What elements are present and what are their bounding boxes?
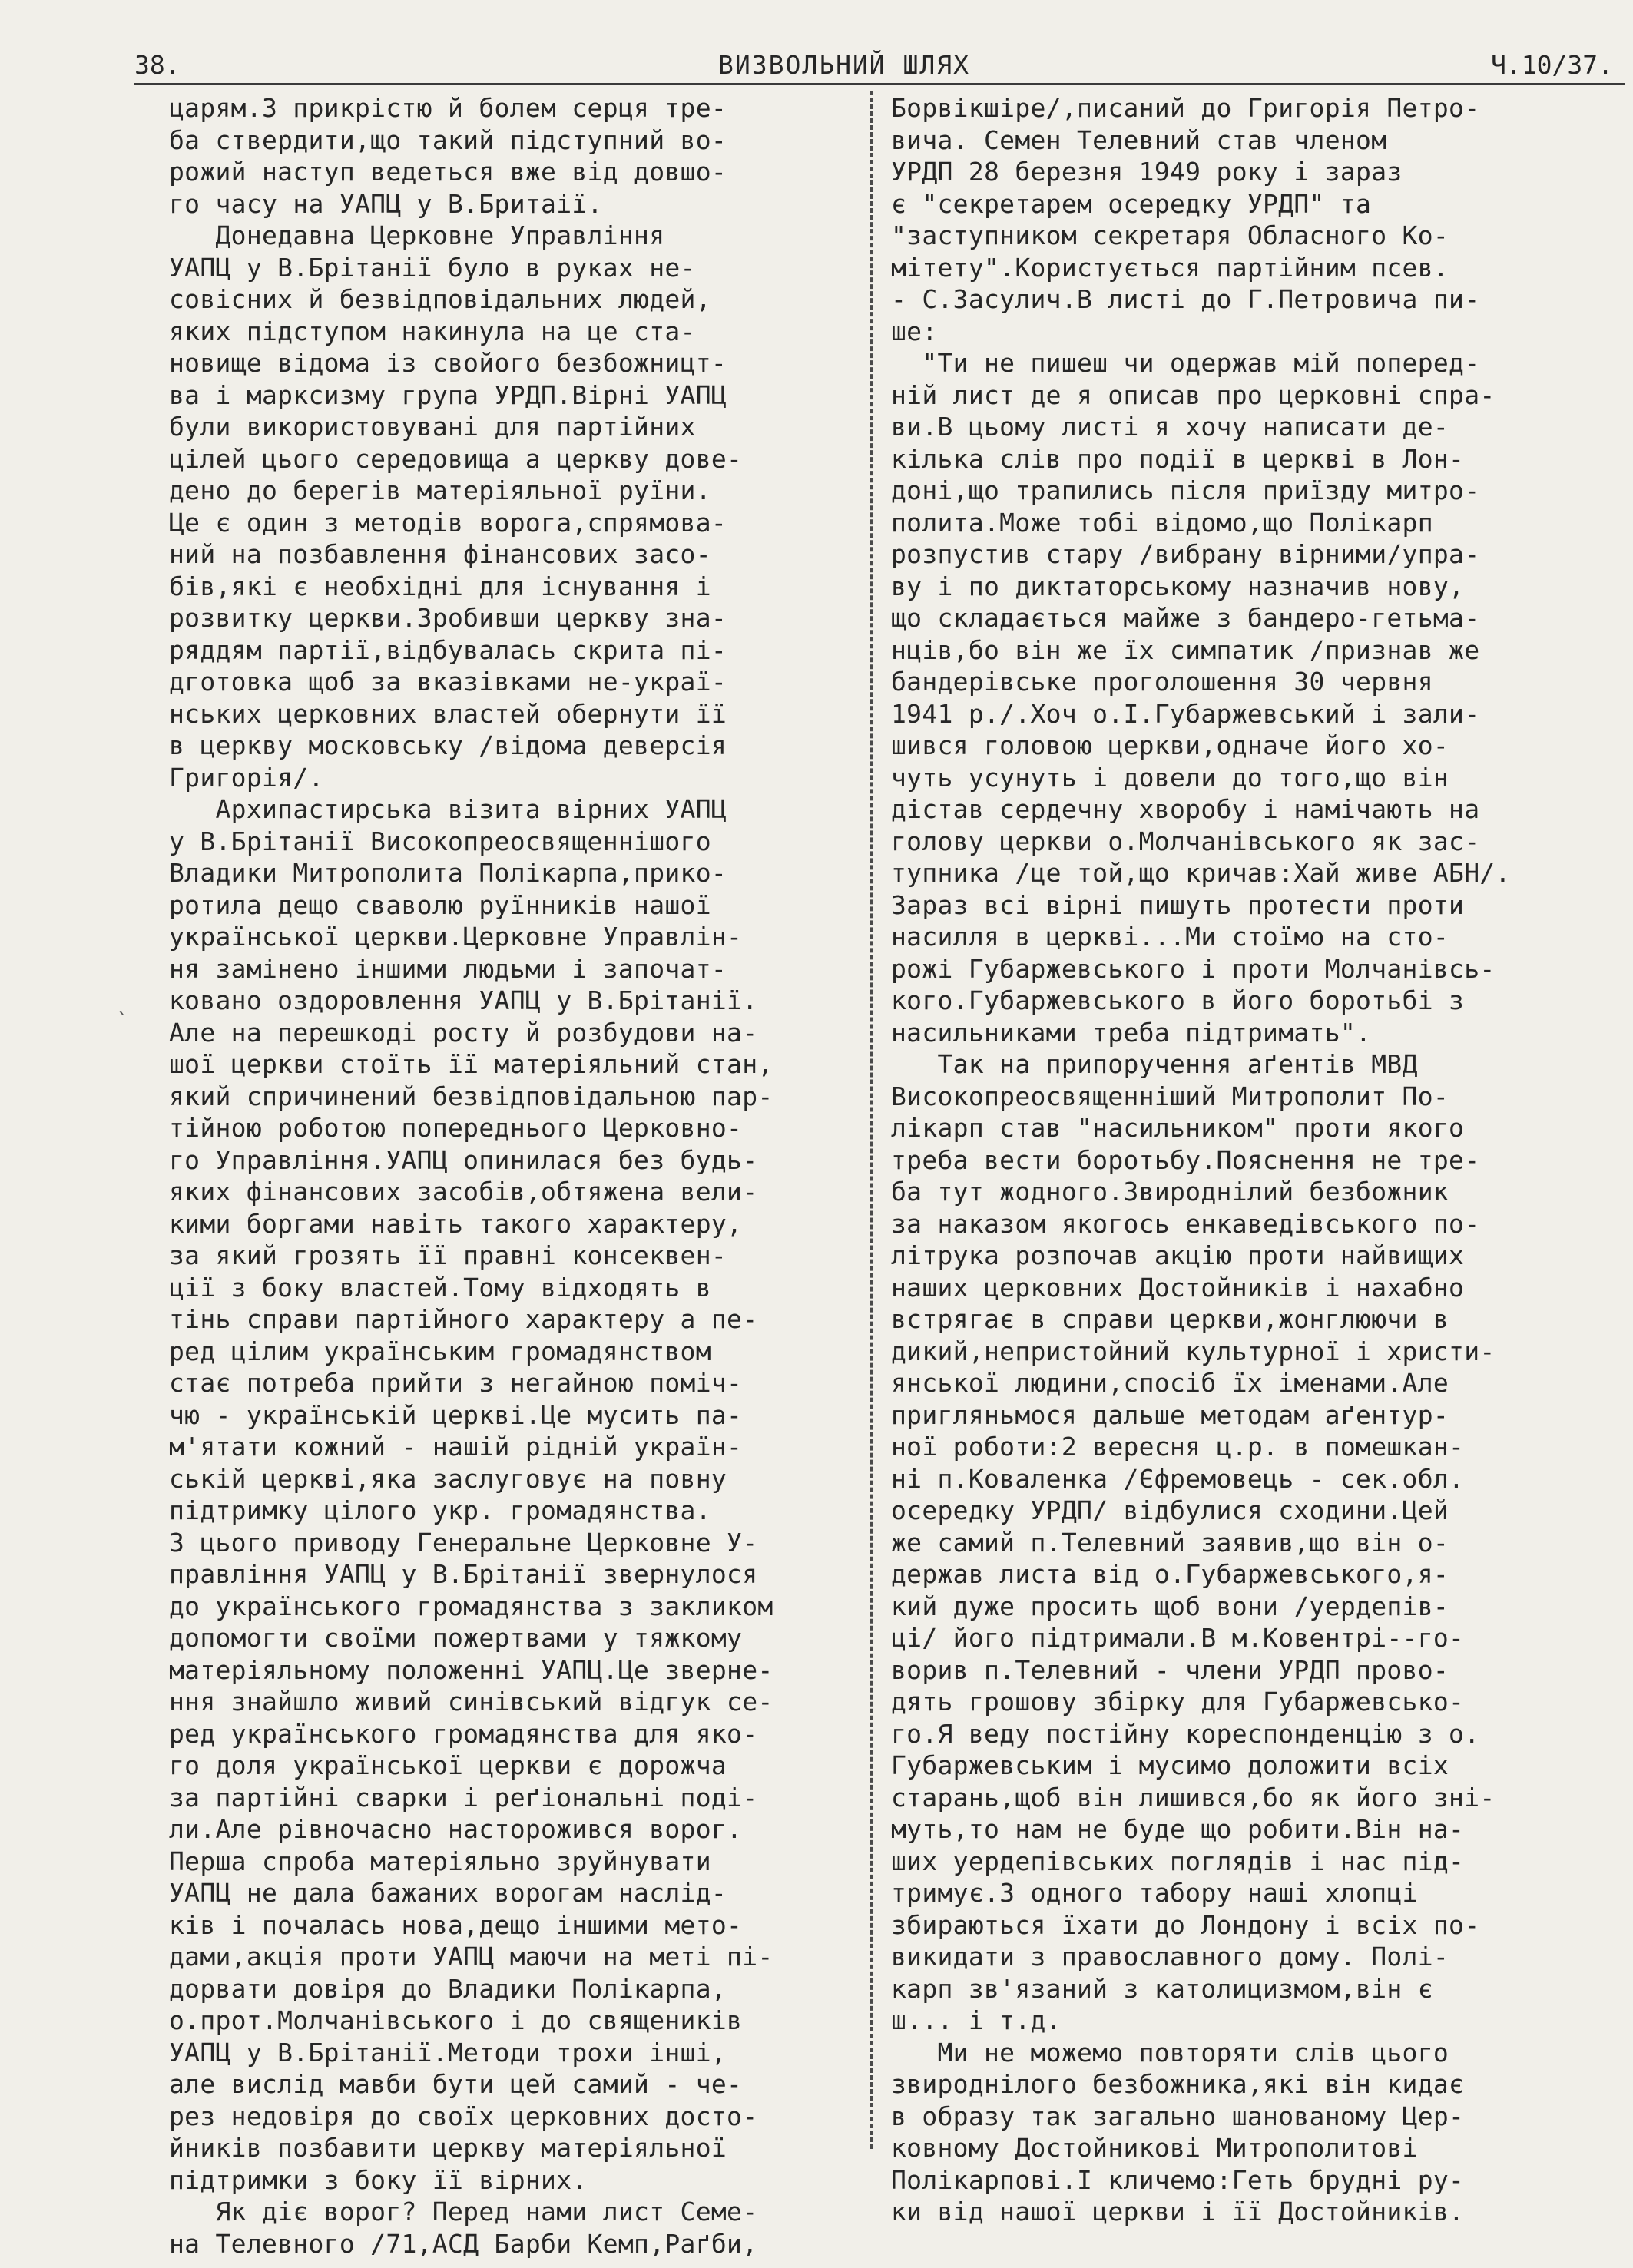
text-line: за партійні сварки і реґіональні поді-: [169, 1782, 758, 1813]
text-line: ли.Але рівночасно насторожився ворог.: [169, 1814, 743, 1844]
text-line: Полікарпові.І кличемо:Геть брудні ру-: [891, 2164, 1465, 2195]
text-line: кими боргами навіть такого характеру,: [169, 1208, 743, 1239]
text-line: доні,що трапились після приїзду митро-: [891, 475, 1480, 505]
right-column: [891, 92, 1617, 2228]
header-rule: [134, 83, 1625, 85]
text-line: тінь справи партійного характеру а пе-: [169, 1304, 758, 1334]
text-line: ш... і т.д.: [891, 2005, 1062, 2035]
text-line: УРДП 28 березня 1949 року і зараз: [891, 157, 1403, 187]
text-line: о.прот.Молчанівського і до священиків: [169, 2005, 743, 2035]
text-line: треба вести боротьбу.Пояснення не тре-: [891, 1144, 1480, 1175]
text-line: ння знайшло живий синівський відгук се-: [169, 1687, 773, 1717]
text-line: Так на припоручення аґентів МВД: [891, 1049, 1418, 1079]
text-line: підтримки з боку її вірних.: [169, 2164, 588, 2195]
text-line: Як діє ворог? Перед нами лист Семе-: [169, 2197, 758, 2227]
text-line: кілька слів про події в церкві в Лон-: [891, 443, 1465, 474]
text-line: карп зв'язаний з католицизмом,він є: [891, 1973, 1433, 2004]
text-line: за який грозять її правні консеквен-: [169, 1240, 727, 1270]
text-line: "заступником секретаря Обласного Ко-: [891, 220, 1449, 250]
text-line: йників позбавити церкву матеріяльної: [169, 2133, 727, 2163]
text-line: насильниками треба підтримать".: [891, 1017, 1372, 1048]
text-line: янської людини,спосіб їх іменами.Але: [891, 1368, 1449, 1398]
text-line: ряддям партії,відбувалась скрита пі-: [169, 634, 727, 665]
text-line: рожий наступ ведеться вже від довшо-: [169, 157, 727, 187]
text-line: до українського громадянства з закликом: [169, 1591, 773, 1621]
text-line: ворив п.Телевний - члени УРДП прово-: [891, 1654, 1449, 1685]
text-line: бандерівське проголошення 30 червня: [891, 667, 1433, 697]
text-line: дорвати довіря до Владики Полікарпа,: [169, 1973, 727, 2004]
text-line: м'ятати кожний - нашій рідній україн-: [169, 1432, 743, 1462]
text-line: ної роботи:2 вересня ц.р. в помешкан-: [891, 1432, 1465, 1462]
text-line: нських церковних властей обернути її: [169, 698, 727, 729]
text-line: в церкву московську /відома деверсія: [169, 730, 727, 760]
text-line: були використовувані для партійних: [169, 412, 696, 442]
text-line: цілей цього середовища а церкву дове-: [169, 443, 743, 474]
text-line: чю - українській церкві.Це мусить па-: [169, 1399, 743, 1430]
text-line: рожі Губаржевського і проти Молчанівсь-: [891, 953, 1496, 984]
text-line: встрягає в справи церкви,жонглюючи в: [891, 1304, 1449, 1334]
text-line: шої церкви стоїть її матеріяльний стан,: [169, 1049, 773, 1079]
text-line: української церкви.Церковне Управлін-: [169, 922, 743, 952]
text-line: совісних й безвідповідальних людей,: [169, 284, 711, 314]
text-line: є "секретарем осередку УРДП" та: [891, 188, 1372, 219]
text-line: ших уердепівських поглядів і нас під-: [891, 1846, 1465, 1876]
text-line: ний на позбавлення фінансових засо-: [169, 539, 711, 569]
text-line: ні п.Коваленка /Єфремовець - сек.обл.: [891, 1463, 1465, 1494]
text-line: тримує.З одного табору наші хлопці: [891, 1878, 1418, 1908]
text-line: ва і марксизму група УРДП.Вірні УАПЦ: [169, 379, 727, 410]
text-line: го Управління.УАПЦ опинилася без будь-: [169, 1144, 758, 1175]
text-line: яких фінансових засобів,обтяжена вели-: [169, 1177, 758, 1207]
text-line: звироднілого безбожника,які він кидає: [891, 2069, 1465, 2099]
text-line: ській церкві,яка заслуговує на повну: [169, 1463, 727, 1494]
text-line: же самий п.Телевний заявив,що він о-: [891, 1527, 1449, 1558]
text-line: муть,то нам не буде що робити.Він на-: [891, 1814, 1465, 1844]
text-line: який спричинений безвідповідальною пар-: [169, 1081, 773, 1111]
text-line: ви.В цьому листі я хочу написати де-: [891, 412, 1449, 442]
text-line: розпустив стару /вибрану вірними/упра-: [891, 539, 1480, 569]
text-line: яких підступом накинула на це ста-: [169, 316, 696, 346]
text-line: наших церковних Достойників і нахабно: [891, 1272, 1465, 1303]
text-line: Григорія/.: [169, 762, 324, 793]
text-line: підтримку цілого укр. громадянства.: [169, 1495, 711, 1525]
text-line: новище відома із свойого безбожницт-: [169, 348, 727, 378]
text-line: насилля в церкві...Ми стоїмо на сто-: [891, 922, 1449, 952]
text-line: голову церкви о.Молчанівського як зас-: [891, 826, 1480, 856]
text-line: тупника /це той,що кричав:Хай живе АБН/.: [891, 858, 1511, 888]
text-line: царям.З прикрістю й болем серця тре-: [169, 93, 727, 123]
text-line: вича. Семен Телевний став членом: [891, 124, 1387, 155]
text-line: пригляньмося дальше методам аґентур-: [891, 1399, 1449, 1430]
text-line: у В.Брітанії Високопреосвященнішого: [169, 826, 711, 856]
text-line: го доля української церкви є дорожча: [169, 1750, 727, 1780]
text-line: ротила дещо сваволю руїнників нашої: [169, 889, 711, 920]
text-line: що складається майже з бандеро-гетьма-: [891, 603, 1480, 633]
left-column: [169, 92, 860, 2260]
text-line: го.Я веду постійну кореспонденцію з о.: [891, 1718, 1480, 1749]
page-number: 38.: [134, 50, 181, 80]
text-line: осередку УРДП/ відбулися сходини.Цей: [891, 1495, 1449, 1525]
text-line: дами,акція проти УАПЦ маючи на меті пі-: [169, 1942, 773, 1972]
text-line: старань,щоб він лишився,бо як його зні-: [891, 1782, 1496, 1813]
text-line: рез недовіря до своїх церковних досто-: [169, 2101, 758, 2131]
text-line: го часу на УАПЦ у В.Бритаії.: [169, 188, 603, 219]
publication-title: ВИЗВОЛЬНИЙ ШЛЯХ: [718, 50, 971, 80]
text-line: дено до берегів матеріяльної руїни.: [169, 475, 711, 505]
text-line: ред цілим українським громадянством: [169, 1336, 711, 1366]
text-line: ній лист де я описав про церковні спра-: [891, 379, 1496, 410]
text-line: УАПЦ у В.Брітанії.Методи трохи інші,: [169, 2037, 727, 2068]
text-line: ба ствердити,що такий підступний во-: [169, 124, 727, 155]
text-line: Але на перешкоді росту й розбудови на-: [169, 1017, 758, 1048]
text-line: але вислід мавби бути цей самий - че-: [169, 2069, 743, 2099]
text-line: Зараз всі вірні пишуть протести проти: [891, 889, 1465, 920]
text-line: дять грошову збірку для Губаржевсько-: [891, 1687, 1465, 1717]
text-line: ред українського громадянства для яко-: [169, 1718, 758, 1749]
text-line: на Телевного /71,АСД Барби Кемп,Раґби,: [169, 2228, 758, 2259]
column-divider: [870, 91, 873, 2149]
text-line: ше:: [891, 316, 938, 346]
margin-mark: `: [117, 1010, 129, 1033]
text-line: бів,які є необхідні для існування і: [169, 571, 711, 601]
text-line: Губаржевським і мусимо доложити всіх: [891, 1750, 1449, 1780]
text-line: УАПЦ не дала бажаних ворогам наслід-: [169, 1878, 727, 1908]
text-line: Владики Митрополита Полікарпа,прико-: [169, 858, 727, 888]
text-line: стає потреба прийти з негайною поміч-: [169, 1368, 743, 1398]
text-line: ковному Достойникові Митрополитові: [891, 2133, 1418, 2163]
text-line: Це є один з методів ворога,спрямова-: [169, 507, 727, 538]
text-line: - С.Засулич.В листі до Г.Петровича пи-: [891, 284, 1480, 314]
text-line: шився головою церкви,одначе його хо-: [891, 730, 1449, 760]
text-line: кий дуже просить щоб вони /уердепів-: [891, 1591, 1449, 1621]
text-line: ки від нашої церкви і її Достойників.: [891, 2197, 1465, 2227]
text-line: 1941 р./.Хоч о.І.Губаржевський і зали-: [891, 698, 1480, 729]
text-line: ці/ його підтримали.В м.Ковентрі--го-: [891, 1623, 1465, 1653]
text-line: ба тут жодного.Звироднілий безбожник: [891, 1177, 1449, 1207]
text-line: дістав сердечну хворобу і намічають на: [891, 794, 1480, 824]
page-header: [134, 48, 1628, 83]
text-line: держав листа від о.Губаржевського,я-: [891, 1559, 1449, 1589]
text-line: матеріяльному положенні УАПЦ.Це зверне-: [169, 1654, 773, 1685]
text-line: ня замінено іншими людьми і започат-: [169, 953, 727, 984]
text-line: мітету".Користується партійним псев.: [891, 252, 1449, 283]
text-line: Ми не можемо повторяти слів цього: [891, 2037, 1449, 2068]
text-line: нців,бо він же їх симпатик /признав же: [891, 634, 1480, 665]
text-line: Високопреосвященніший Митрополит По-: [891, 1081, 1449, 1111]
text-line: правління УАПЦ у В.Брітанії звернулося: [169, 1559, 758, 1589]
text-line: дготовка щоб за вказівками не-украї-: [169, 667, 727, 697]
text-line: ковано оздоровлення УАПЦ у В.Брітанії.: [169, 985, 758, 1015]
text-line: Борвікшіре/,писаний до Григорія Петро-: [891, 93, 1480, 123]
text-line: кого.Губаржевського в його боротьбі з: [891, 985, 1465, 1015]
text-line: З цього приводу Генеральне Церковне У-: [169, 1527, 758, 1558]
text-line: Донедавна Церковне Управління: [169, 220, 665, 250]
text-line: ції з боку властей.Тому відходять в: [169, 1272, 711, 1303]
text-line: лікарп став "насильником" проти якого: [891, 1113, 1465, 1143]
text-line: УАПЦ у В.Брітанії було в руках не-: [169, 252, 696, 283]
text-line: ву і по диктаторському назначив нову,: [891, 571, 1465, 601]
text-line: Перша спроба матеріяльно зруйнувати: [169, 1846, 711, 1876]
text-line: "Ти не пишеш чи одержав мій поперед-: [891, 348, 1480, 378]
text-line: ків і почалась нова,дещо іншими мето-: [169, 1909, 743, 1940]
text-line: полита.Може тобі відомо,що Полікарп: [891, 507, 1433, 538]
text-line: викидати з православного дому. Полі-: [891, 1942, 1449, 1972]
issue-number: Ч.10/37.: [1491, 50, 1613, 80]
text-line: допомогти своїми пожертвами у тяжкому: [169, 1623, 743, 1653]
text-line: Архипастирська візита вірних УАПЦ: [169, 794, 727, 824]
text-line: в образу так загально шанованому Цер-: [891, 2101, 1465, 2131]
text-line: за наказом якогось енкаведівського по-: [891, 1208, 1480, 1239]
text-line: тійною роботою попереднього Церковно-: [169, 1113, 743, 1143]
text-line: збираються їхати до Лондону і всіх по-: [891, 1909, 1480, 1940]
text-line: розвитку церкви.Зробивши церкву зна-: [169, 603, 727, 633]
text-line: літрука розпочав акцію проти найвищих: [891, 1240, 1465, 1270]
text-line: чуть усунуть і довели до того,що він: [891, 762, 1449, 793]
text-line: дикий,непристойний культурної і христи-: [891, 1336, 1496, 1366]
